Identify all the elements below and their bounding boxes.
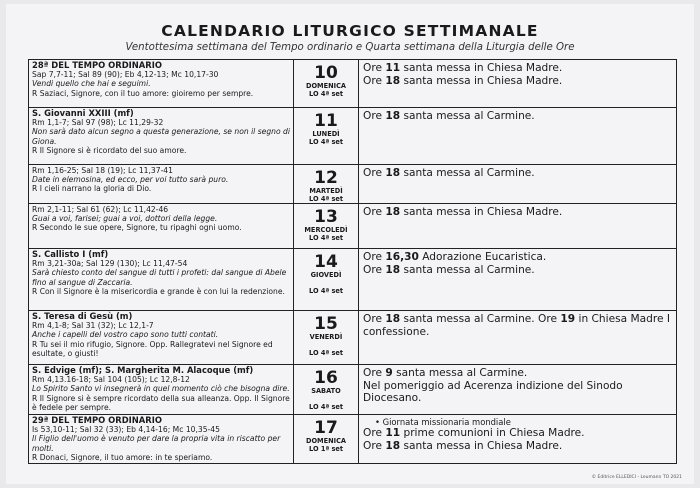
event-line [363, 251, 672, 264]
day-row [29, 108, 677, 165]
event-line [363, 440, 672, 453]
event-line [363, 427, 672, 440]
event-prefix: Ore [363, 110, 386, 122]
event-time: 18 [385, 167, 401, 179]
event-time: 18 [385, 439, 401, 452]
event-text: Adorazione Eucaristica. [418, 251, 547, 263]
scripture-references: Rm 1,1-7; Sal 97 (98); Lc 11,29-32 [32, 118, 164, 128]
psalm-response: R Tu sei il mio rifugio, Signore. Opp. Rallegratevi nel Signore ed esultate, o giusti! [32, 339, 273, 358]
day-row [29, 165, 677, 204]
event-prefix: Ore [363, 62, 386, 74]
day-heading: S. Edvige (mf); S. Margherita M. Alacoque (mf) [32, 365, 254, 375]
weekday-name: LUNEDÌ [312, 130, 340, 138]
event-text: santa messa in Chiesa Madre. [400, 74, 563, 87]
spacer [294, 341, 358, 349]
weekday-name: DOMENICA [305, 82, 347, 90]
event-line [363, 110, 672, 123]
event-time: 19 [560, 313, 576, 325]
event-line [363, 380, 672, 405]
event-text: santa messa al Carmine. [392, 367, 528, 379]
day-number: 14 [314, 252, 338, 272]
weekday-name: DOMENICA [305, 437, 347, 445]
event-prefix: Ore [363, 263, 386, 276]
liturgy-week: LO 4ª set [308, 234, 344, 242]
readings-cell [29, 311, 294, 365]
readings-cell [29, 204, 294, 249]
day-number: 16 [314, 368, 338, 388]
date-cell [294, 415, 359, 464]
event-text: santa messa in Chiesa Madre. [400, 206, 563, 218]
liturgy-week: LO 4ª set [308, 349, 344, 357]
spacer [294, 395, 358, 403]
readings-cell [29, 60, 294, 108]
publisher-credit: © Editrice ELLEDICI - Leumann TO 2021 [591, 475, 682, 480]
day-number: 15 [314, 314, 338, 334]
gospel-quote: Vendi quello che hai e seguimi. [32, 79, 151, 89]
scripture-references: Rm 3,21-30a; Sal 129 (130); Lc 11,47-54 [32, 259, 188, 269]
spacer [294, 279, 358, 287]
event-line [363, 264, 672, 277]
date-cell [294, 108, 359, 165]
page-title: CALENDARIO LITURGICO SETTIMANALE [161, 22, 539, 40]
events-cell [359, 60, 677, 108]
event-prefix: Ore [363, 251, 386, 263]
scripture-references: Rm 4,13.16-18; Sal 104 (105); Lc 12,8-12 [32, 375, 190, 385]
event-text: santa messa in Chiesa Madre. [400, 62, 563, 74]
event-prefix: Ore [363, 206, 386, 218]
readings-cell [29, 415, 294, 464]
weekday-name: VENERDÌ [309, 333, 343, 341]
day-number: 13 [314, 207, 338, 227]
day-heading: 29ª DEL TEMPO ORDINARIO [32, 415, 162, 425]
weekday-name: GIOVEDÌ [310, 271, 342, 279]
bullet-dot-icon: • [375, 417, 383, 427]
psalm-response: R Il Signore si è ricordato del suo amore. [32, 145, 187, 155]
bullet-text: Giornata missionaria mondiale [382, 417, 511, 427]
events-cell [359, 165, 677, 204]
event-line [363, 75, 672, 88]
event-time: 18 [385, 110, 401, 122]
scripture-references: Rm 4,1-8; Sal 31 (32); Lc 12,1-7 [32, 321, 154, 331]
day-row [29, 249, 677, 311]
day-number: 10 [314, 63, 338, 83]
event-line [363, 313, 672, 338]
liturgy-week: LO 4ª set [308, 138, 344, 146]
readings-cell [29, 249, 294, 311]
event-prefix: Ore [363, 167, 386, 179]
readings-cell [29, 365, 294, 415]
gospel-quote: Anche i capelli del vostro capo sono tutti contati. [32, 330, 219, 340]
event-time: 18 [385, 313, 401, 325]
gospel-quote: Sarà chiesto conto del sangue di tutti i profeti: dal sangue di Abele fino al sangue di Zaccaria. [32, 268, 287, 287]
date-cell [294, 249, 359, 311]
event-time: 18 [385, 74, 401, 87]
event-line [363, 367, 672, 380]
psalm-response: R Secondo le sue opere, Signore, tu ripaghi ogni uomo. [32, 223, 242, 233]
date-cell [294, 60, 359, 108]
day-heading: S. Giovanni XXIII (mf) [32, 108, 134, 118]
event-text: santa messa al Carmine. [400, 263, 535, 276]
page-subtitle: Ventottesima settimana del Tempo ordinario e Quarta settimana della Liturgia delle Ore [125, 42, 575, 53]
weekly-calendar-table [28, 59, 677, 464]
event-prefix: Ore [363, 367, 386, 379]
liturgy-week: LO 4ª set [308, 195, 344, 203]
liturgy-week: LO 4ª set [308, 403, 344, 411]
liturgy-week: LO 4ª set [308, 287, 344, 295]
scripture-references: Rm 2,1-11; Sal 61 (62); Lc 11,42-46 [32, 205, 169, 214]
event-text: Nel pomeriggio ad Acerenza indizione del Sinodo Diocesano. [363, 379, 623, 405]
events-cell [359, 204, 677, 249]
gospel-quote: Il Figlio dell'uomo è venuto per dare la propria vita in riscatto per molti. [32, 434, 281, 453]
date-cell [294, 165, 359, 204]
day-row [29, 204, 677, 249]
scripture-references: Is 53,10-11; Sal 32 (33); Eb 4,14-16; Mc 10,35-45 [32, 425, 220, 435]
event-time: 11 [385, 62, 401, 74]
liturgy-week: LO 1ª set [308, 445, 344, 453]
events-cell [359, 365, 677, 415]
day-row [29, 415, 677, 464]
event-text: in Chiesa Madre I confessione. [363, 313, 670, 338]
day-row [29, 311, 677, 365]
psalm-response: R I cieli narrano la gloria di Dio. [32, 184, 152, 194]
psalm-response: R Il Signore si è sempre ricordato della sua alleanza. Opp. Il Signore è fedele per sempre. [32, 393, 290, 412]
day-number: 11 [314, 111, 338, 131]
weekday-name: MERCOLEDÌ [304, 226, 348, 234]
scripture-references: Rm 1,16-25; Sal 18 (19); Lc 11,37-41 [32, 166, 173, 175]
day-heading: 28ª DEL TEMPO ORDINARIO [32, 60, 162, 70]
event-line [363, 62, 672, 75]
psalm-response: R Saziaci, Signore, con il tuo amore: gioiremo per sempre. [32, 88, 254, 98]
events-cell [359, 311, 677, 365]
event-time: 18 [385, 206, 401, 218]
event-text: santa messa al Carmine. [400, 110, 535, 122]
event-text: santa messa in Chiesa Madre. [400, 439, 563, 452]
events-cell [359, 249, 677, 311]
gospel-quote: Lo Spirito Santo vi insegnerà in quel momento ciò che bisogna dire. [32, 384, 290, 394]
event-line [363, 206, 672, 219]
day-row [29, 365, 677, 415]
weekday-name: SABATO [311, 387, 341, 395]
psalm-response: R Donaci, Signore, il tuo amore: in te speriamo. [32, 452, 213, 462]
date-cell [294, 204, 359, 249]
scripture-references: Sap 7,7-11; Sal 89 (90); Eb 4,12-13; Mc 10,17-30 [32, 70, 219, 80]
gospel-quote: Guai a voi, farisei; guai a voi, dottori della legge. [32, 214, 218, 224]
event-prefix: Ore [363, 439, 386, 452]
event-time: 9 [385, 367, 393, 379]
gospel-quote: Date in elemosina, ed ecco, per voi tutto sarà puro. [32, 175, 229, 185]
event-text: santa messa al Carmine. Ore [400, 313, 561, 325]
liturgy-week: LO 4ª set [308, 90, 344, 98]
gospel-quote: Non sarà dato alcun segno a questa generazione, se non il segno di Giona. [32, 127, 290, 146]
event-text: prime comunioni in Chiesa Madre. [400, 427, 585, 439]
events-cell [359, 415, 677, 464]
event-prefix: Ore [363, 313, 386, 325]
event-time: 18 [385, 263, 401, 276]
event-bullet [363, 417, 672, 427]
day-number: 17 [314, 418, 338, 438]
day-row [29, 60, 677, 108]
event-prefix: Ore [363, 427, 386, 439]
psalm-response: R Con il Signore è la misericordia e grande è con lui la redenzione. [32, 286, 285, 296]
event-time: 11 [385, 427, 401, 439]
readings-cell [29, 108, 294, 165]
readings-cell [29, 165, 294, 204]
event-line [363, 167, 672, 180]
events-cell [359, 108, 677, 165]
day-heading: S. Teresa di Gesù (m) [32, 311, 133, 321]
date-cell [294, 365, 359, 415]
weekday-name: MARTEDÌ [309, 187, 343, 195]
event-time: 16,30 [385, 251, 419, 263]
date-cell [294, 311, 359, 365]
event-text: santa messa al Carmine. [400, 167, 535, 179]
day-number: 12 [314, 168, 338, 188]
day-heading: S. Callisto I (mf) [32, 249, 109, 259]
event-prefix: Ore [363, 74, 386, 87]
